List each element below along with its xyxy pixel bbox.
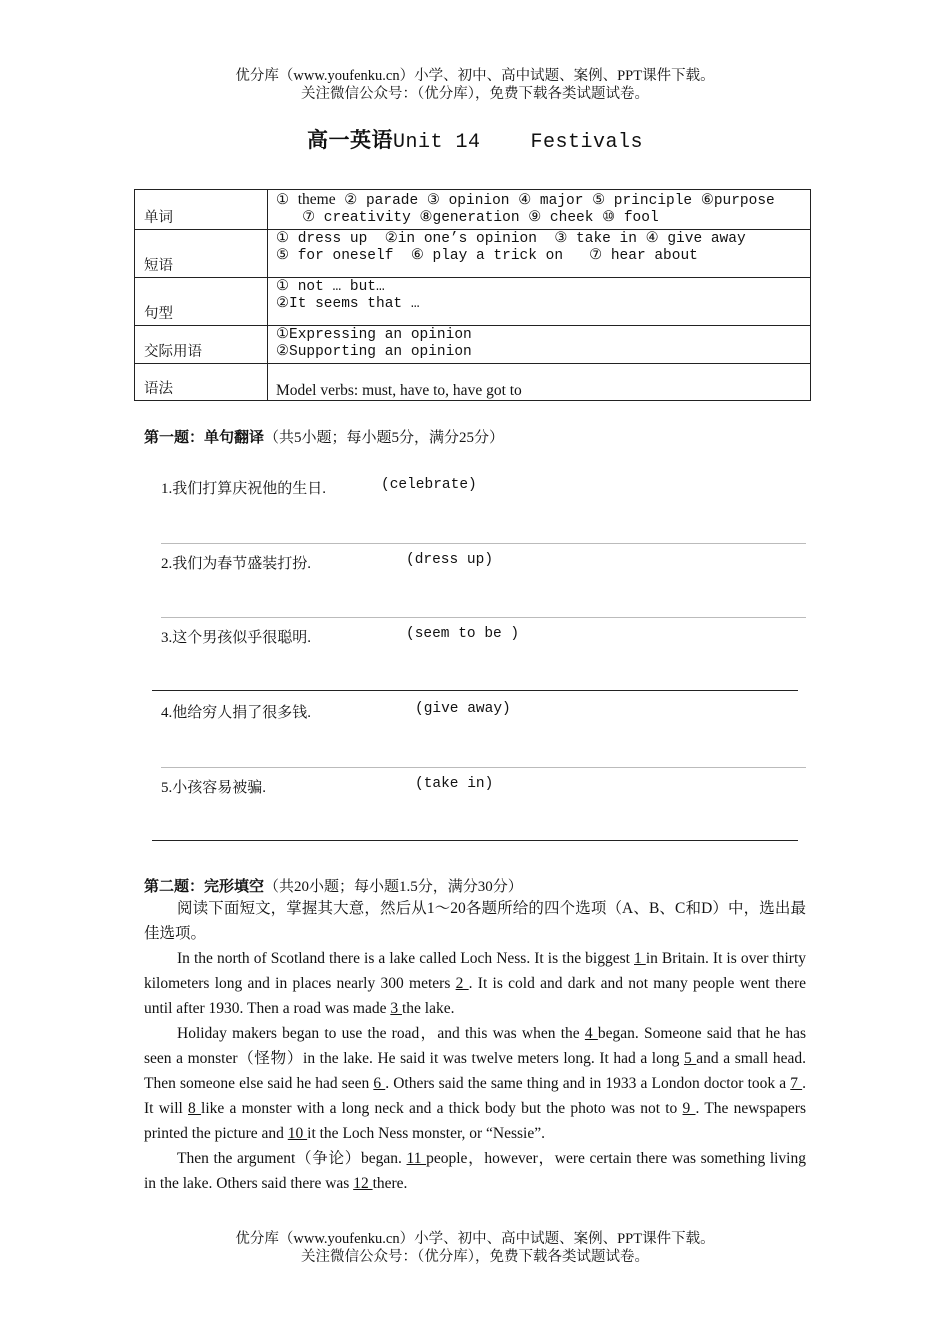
question-text: 5.小孩容易被骗.	[161, 780, 267, 796]
section1-title: 第一题：单句翻译	[144, 430, 265, 446]
blank-12[interactable]: 12	[353, 1175, 373, 1192]
table-row	[135, 278, 811, 326]
question-hint: (take in)	[415, 776, 494, 792]
section1-heading	[144, 426, 504, 447]
text-run: the lake.	[401, 1000, 455, 1017]
phrases-line2: ⑤ for oneself ⑥ play a trick on ⑦ hear about	[276, 248, 698, 264]
text-run: Holiday makers began to use the road，and this was when the	[177, 1025, 585, 1042]
text-run: people，however，were certain there was something living in the lake. Others said there was	[144, 1150, 806, 1192]
unit-summary-table	[134, 189, 811, 401]
table-row	[135, 230, 811, 278]
paragraph-1	[144, 946, 806, 1021]
patterns-line1: ① not … but…	[276, 279, 385, 295]
blank-3[interactable]: 3	[390, 1000, 402, 1017]
header-site-line: 优分库（www.youfenku.cn）小学、初中、高中试题、案例、PPT课件下载。	[235, 68, 715, 84]
section1-note: （共5小题；每小题5分，满分25分）	[264, 430, 505, 446]
phrases-line1: ① dress up ②in one’s opinion ③ take in ④ give away	[276, 231, 746, 247]
words-label: 单词	[135, 190, 268, 230]
text-run: . Others said the same thing and in 1933 a London doctor took a	[385, 1075, 791, 1092]
question-text: 1.我们打算庆祝他的生日.	[161, 481, 327, 497]
answer-line[interactable]	[161, 617, 806, 618]
text-run: . The newspapers printed the picture and	[144, 1100, 806, 1142]
paragraph-2	[144, 1021, 806, 1146]
grammar-value: Model verbs: must, have to, have got to	[268, 364, 811, 401]
text-run: it the Loch Ness monster, or “Nessie”.	[307, 1125, 545, 1142]
page-title	[0, 124, 950, 154]
text-run: In the north of Scotland there is a lake called Loch Ness. It is the biggest	[177, 950, 634, 967]
text-run: like a monster with a long neck and a thick body but the photo was not to	[201, 1100, 683, 1117]
title-cn: 高一英语	[306, 128, 393, 152]
footer-wechat-line: 关注微信公众号：（优分库），免费下载各类试题试卷。	[301, 1249, 649, 1265]
text-run: there.	[372, 1175, 408, 1192]
patterns-cell	[268, 278, 811, 326]
answer-line[interactable]	[152, 840, 798, 841]
communication-cell	[268, 326, 811, 364]
list-item	[161, 477, 477, 498]
section2-title: 第二题：完形填空	[144, 879, 265, 895]
question-text: 3.这个男孩似乎很聪明.	[161, 630, 312, 646]
section2-note: （共20小题；每小题1.5分，满分30分）	[264, 879, 523, 895]
text-run: in Britain. It is over thirty kilometers long and in places nearly 300 meters	[144, 950, 806, 992]
text-run: . It is cold and dark and not many people went there until after 1930. Then a road was made	[144, 975, 806, 1017]
words-theme: theme	[297, 191, 336, 208]
blank-6[interactable]: 6	[373, 1075, 386, 1092]
header-wechat-line: 关注微信公众号：（优分库），免费下载各类试题试卷。	[301, 86, 649, 102]
text-run: began. Someone said that he has seen a monster（怪物）in the lake. He said it was twelve meters long. It had a long	[144, 1025, 807, 1067]
phrases-cell	[268, 230, 811, 278]
answer-line[interactable]	[161, 543, 806, 544]
question-text: 4.他给穷人捐了很多钱.	[161, 705, 312, 721]
blank-11[interactable]: 11	[406, 1150, 427, 1167]
blank-5[interactable]: 5	[683, 1050, 697, 1067]
blank-9[interactable]: 9	[682, 1100, 696, 1117]
title-en: Unit 14 Festivals	[392, 131, 644, 154]
grammar-label: 语法	[135, 364, 268, 401]
list-item	[161, 776, 494, 797]
answer-line[interactable]	[161, 767, 806, 768]
blank-4[interactable]: 4	[584, 1025, 598, 1042]
list-item	[161, 552, 494, 573]
blank-7[interactable]: 7	[790, 1075, 803, 1092]
question-hint: (give away)	[415, 701, 511, 717]
question-hint: (seem to be )	[406, 626, 520, 642]
footer-site-line: 优分库（www.youfenku.cn）小学、初中、高中试题、案例、PPT课件下载。	[235, 1231, 715, 1247]
words-line2: ⑦ creativity ⑧generation ⑨ cheek ⑩ fool	[276, 210, 659, 226]
text-run: . It will	[144, 1075, 807, 1117]
question-text: 2.我们为春节盛装打扮.	[161, 556, 312, 572]
text-run: and a small head. Then someone else said he had seen	[144, 1050, 807, 1092]
instruction: 阅读下面短文，掌握其大意，然后从1～20各题所给的四个选项（A、B、C和D）中，选出最佳选项。	[144, 900, 806, 942]
table-row	[135, 364, 811, 401]
list-item	[161, 626, 520, 647]
table-row	[135, 326, 811, 364]
paragraph-3	[144, 1146, 806, 1196]
table-row	[135, 190, 811, 230]
blank-2[interactable]: 2	[455, 975, 469, 992]
patterns-label: 句型	[135, 278, 268, 326]
blank-10[interactable]: 10	[287, 1125, 308, 1142]
answer-line[interactable]	[152, 690, 798, 691]
patterns-line2: ②It seems that …	[276, 296, 420, 312]
text-run: Then the argument（争论）began.	[177, 1150, 407, 1167]
cloze-passage	[144, 896, 806, 1196]
question-hint: (celebrate)	[381, 477, 477, 493]
words-line1-post: ② parade ③ opinion ④ major ⑤ principle ⑥purpose	[335, 193, 775, 209]
list-item	[161, 701, 511, 722]
question-hint: (dress up)	[406, 552, 494, 568]
blank-1[interactable]: 1	[634, 950, 646, 967]
comm-line2: ②Supporting an opinion	[276, 344, 472, 360]
words-line1-pre: ①	[276, 193, 298, 209]
communication-label: 交际用语	[135, 326, 268, 364]
phrases-label: 短语	[135, 230, 268, 278]
blank-8[interactable]: 8	[188, 1100, 202, 1117]
section2-heading	[144, 875, 523, 896]
words-cell	[268, 190, 811, 230]
comm-line1: ①Expressing an opinion	[276, 327, 472, 343]
